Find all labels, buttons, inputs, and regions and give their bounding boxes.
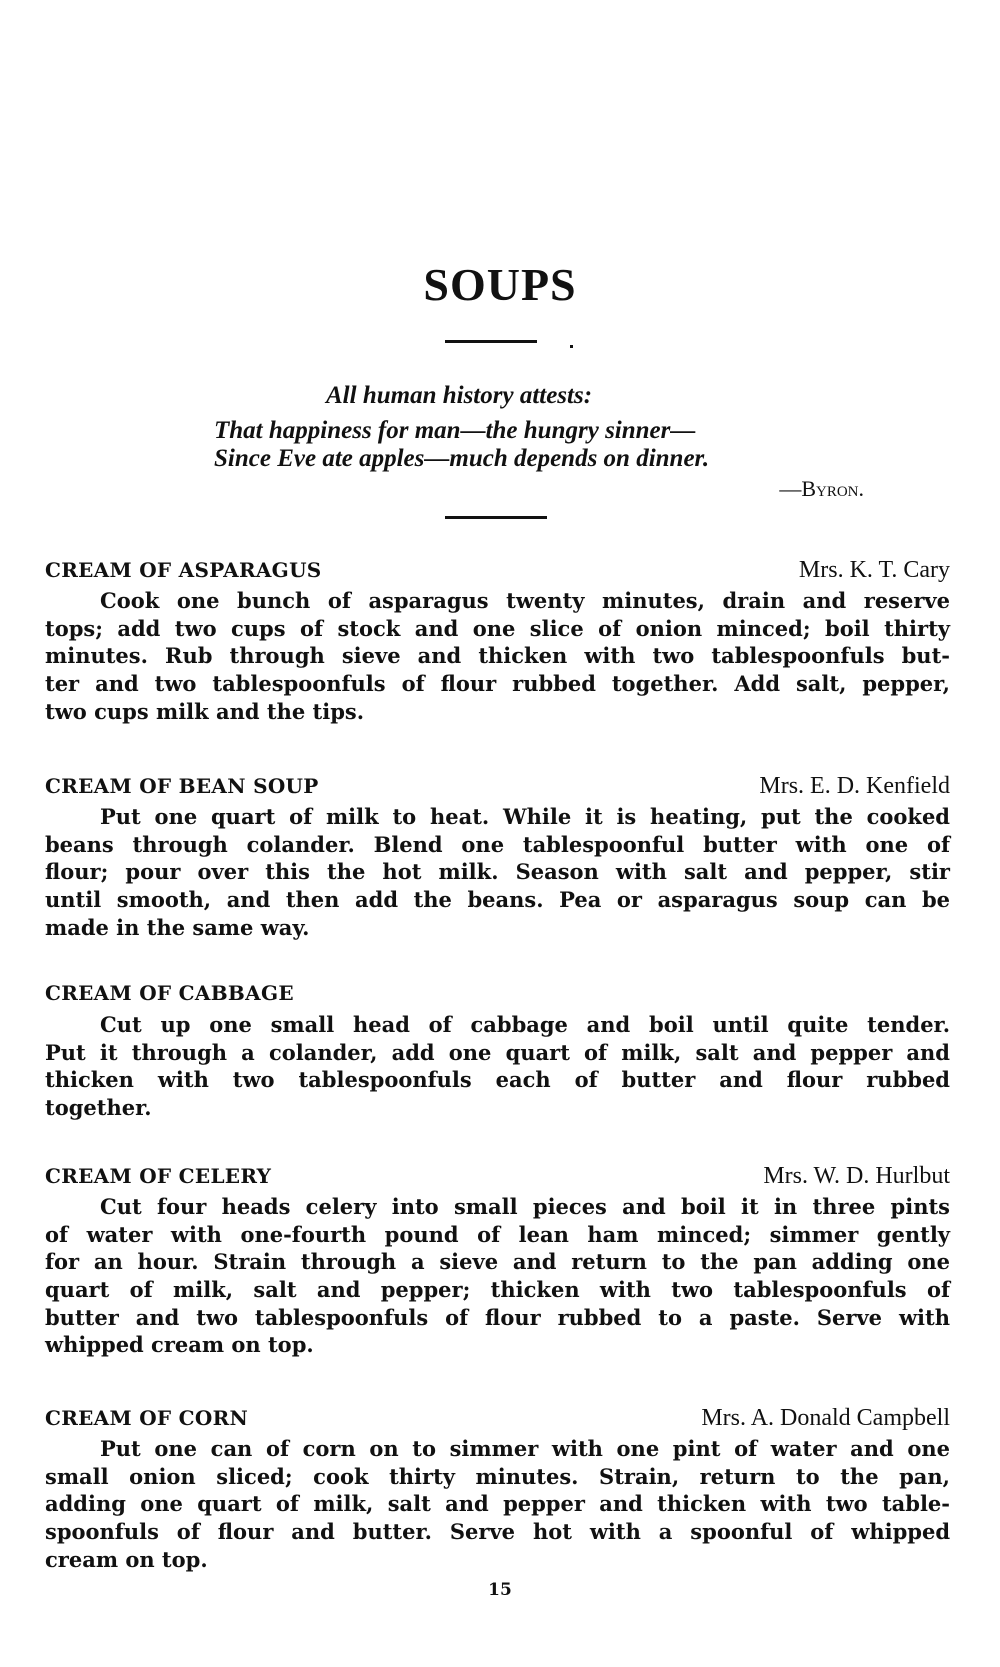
recipe-author: Mrs. K. T. Cary xyxy=(798,557,950,583)
recipe-section xyxy=(45,557,950,725)
recipe-author: Mrs. A. Donald Campbell xyxy=(701,1405,950,1431)
recipe-text-line: quart of milk, salt and pepper; thicken with two tablespoonfuls of xyxy=(45,1277,950,1303)
recipe-section xyxy=(45,1405,950,1573)
epigraph-line: That happiness for man—the hungry sinner— xyxy=(214,417,696,444)
recipe-text-line: minutes. Rub through sieve and thicken with two tablespoonfuls but- xyxy=(45,643,950,669)
recipe-text-line: Put one quart of milk to heat. While it is heating, put the cooked xyxy=(100,804,950,829)
recipe-text-line: ter and two tablespoonfuls of flour rubbed together. Add salt, pepper, xyxy=(45,671,950,697)
divider-rule xyxy=(445,340,537,343)
recipe-author: Mrs. E. D. Kenfield xyxy=(759,773,950,799)
recipe-header xyxy=(45,981,950,1011)
recipe-section xyxy=(45,773,950,941)
epigraph-line: Since Eve ate apples—much depends on dinner. xyxy=(214,445,710,472)
epigraph-line: All human history attests: xyxy=(326,382,593,409)
recipe-text-line: made in the same way. xyxy=(45,914,310,940)
recipe-text-line: Put it through a colander, add one quart of milk, salt and pepper and xyxy=(45,1039,950,1065)
recipe-title: CREAM OF BEAN SOUP xyxy=(45,774,319,798)
recipe-text-line: beans through colander. Blend one tablespoonful butter with one of xyxy=(45,831,950,857)
recipe-title: CREAM OF CABBAGE xyxy=(45,981,294,1005)
recipe-text-line: spoonfuls of flour and butter. Serve hot with a spoonful of whipped xyxy=(45,1519,950,1545)
recipe-header xyxy=(45,1163,950,1193)
page-number: 15 xyxy=(488,1580,512,1600)
attribution-dash: — xyxy=(779,476,802,501)
recipe-text-line: together. xyxy=(45,1095,152,1121)
recipe-text-line: flour; pour over this the hot milk. Season with salt and pepper, stir xyxy=(45,859,950,885)
recipe-text-line: butter and two tablespoonfuls of flour rubbed to a paste. Serve with xyxy=(45,1304,950,1330)
recipe-text-line: adding one quart of milk, salt and pepper and thicken with two table- xyxy=(45,1491,950,1517)
divider-rule xyxy=(445,516,547,519)
recipe-text-line: small onion sliced; cook thirty minutes. Strain, return to the pan, xyxy=(45,1463,950,1489)
recipe-text-line: Put one can of corn on to simmer with one pint of water and one xyxy=(100,1436,950,1461)
recipe-text-line: Cook one bunch of asparagus twenty minutes, drain and reserve xyxy=(100,588,950,613)
recipe-text-line: of water with one-fourth pound of lean ham minced; simmer gently xyxy=(45,1221,950,1247)
recipe-title: CREAM OF CORN xyxy=(45,1406,249,1430)
recipe-header xyxy=(45,557,950,587)
recipe-header xyxy=(45,1405,950,1435)
recipe-text-line: until smooth, and then add the beans. Pea or asparagus soup can be xyxy=(45,887,950,913)
recipe-text-line: thicken with two tablespoonfuls each of butter and flour rubbed xyxy=(45,1067,950,1093)
recipe-text-line: whipped cream on top. xyxy=(45,1332,314,1358)
recipe-title: CREAM OF ASPARAGUS xyxy=(45,558,322,582)
recipe-text-line: cream on top. xyxy=(45,1546,208,1572)
recipe-text-line: for an hour. Strain through a sieve and return to the pan adding one xyxy=(45,1249,950,1275)
recipe-section xyxy=(45,1163,950,1359)
epigraph-attribution xyxy=(779,476,864,502)
divider-dot xyxy=(570,345,573,348)
recipe-section xyxy=(45,981,950,1122)
page-title: SOUPS xyxy=(423,259,577,310)
recipe-text-line: Cut four heads celery into small pieces and boil it in three pints xyxy=(100,1194,950,1219)
recipe-title: CREAM OF CELERY xyxy=(45,1164,272,1188)
recipe-header xyxy=(45,773,950,803)
attribution-name: Byron. xyxy=(801,476,864,501)
recipe-author: Mrs. W. D. Hurlbut xyxy=(763,1163,950,1189)
recipe-text-line: tops; add two cups of stock and one slice of onion minced; boil thirty xyxy=(45,615,950,641)
recipe-text-line: two cups milk and the tips. xyxy=(45,698,365,724)
recipe-text-line: Cut up one small head of cabbage and boil until quite tender. xyxy=(100,1012,950,1037)
